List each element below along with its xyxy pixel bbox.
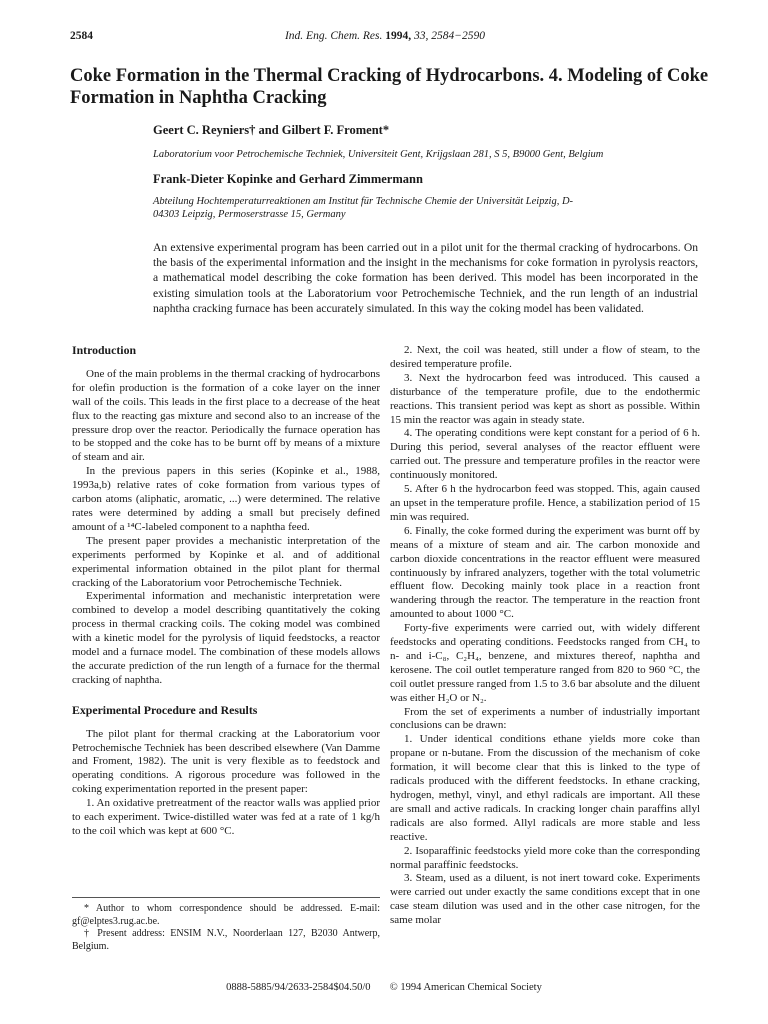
abstract: An extensive experimental program has been carried out in a pilot unit for the thermal cracking of hydrocarbons. On the basis of the experimental information and the insight in the mechanisms for coke formation in pyrolysis reactors, a mathematical model describing the coke formation has been derived. This model has been incorporated in the existing simulation tools at the Laboratorium voor Petrochemische Techniek, and the run length of an industrial naphtha cracking furnace has been accurately simulated. In this way the coking model has been validated.: [153, 241, 698, 315]
running-header: [70, 30, 700, 46]
footer-code: 0888-5885/94/2633-2584$04.50/0: [226, 982, 371, 993]
paragraph: 2. Isoparaffinic feedstocks yield more coke than the corresponding normal paraffinic feedstocks.: [390, 844, 700, 871]
paragraph: 3. Next the hydrocarbon feed was introduced. This caused a disturbance of the temperature profile, due to the endothermic reactions. This transient period was kept as short as possible. Within 15 min the reactor was again in steady state.: [390, 371, 700, 426]
footer-copyright: © 1994 American Chemical Society: [389, 982, 542, 993]
page-number: 2584: [70, 30, 93, 42]
right-column: [390, 344, 700, 928]
journal-volume-pages: 33, 2584−2590: [414, 30, 486, 42]
section-heading-experimental: Experimental Procedure and Results: [72, 702, 258, 717]
journal-citation: [70, 30, 700, 42]
footnote-present-address: † Present address: ENSIM N.V., Noorderlaan 127, B2030 Antwerp, Belgium.: [72, 928, 380, 952]
article-title: Coke Formation in the Thermal Cracking of Hydrocarbons. 4. Modeling of Coke Formation in Naphtha Cracking: [70, 66, 709, 108]
journal-year: 1994,: [385, 30, 412, 42]
paragraph: The pilot plant for thermal cracking at the Laboratorium voor Petrochemische Techniek has been described elsewhere (Van Damme and Froment, 1982). The unit is very flexible as to feedstock and operating conditions. A rigorous procedure was followed in the coking experimentation reported in the present paper:: [72, 727, 380, 796]
paragraph: 5. After 6 h the hydrocarbon feed was stopped. This, again caused an upset in the temperature profile. Hence, a stabilization period of 15 min was required.: [390, 483, 700, 523]
authors-line-1: Geert C. Reyniers† and Gilbert F. Froment*: [153, 123, 390, 137]
paragraph: The present paper provides a mechanistic interpretation of the experiments performed by Kopinke et al. and of additional experimental information obtained in the pilot plant for thermal cracking of the Laboratorium voor Petrochemische Techniek.: [72, 534, 380, 589]
paragraph: 1. Under identical conditions ethane yields more coke than propane or n-butane. From the discussion of the mechanism of coke formation, it will become clear that this is linked to the type of radicals produced with the different feedstocks. In ethane cracking, hydrogen, methyl, vinyl, and ethyl radicals are important. All these are small and active radicals. In cracking longer chain paraffins allyl radicals are also formed. Allyl radicals are more stable and less reactive.: [390, 733, 700, 843]
left-column: [72, 344, 380, 839]
paragraph: In the previous papers in this series (Kopinke et al., 1988, 1993a,b) relative rates of coke formation from various types of carbon atoms (aliphatic, aromatic, ...) were determined. The relative rates were determined by adding a small but precisely defined amount of a ¹⁴C-labeled component to a naphtha feed.: [72, 465, 380, 533]
paragraph: 4. The operating conditions were kept constant for a period of 6 h. During this period, several analyses of the reactor effluent were carried out. The pressure and temperature profiles in the reactor were continuously monitored.: [390, 427, 700, 482]
footnotes: [72, 897, 380, 953]
section-heading-introduction: Introduction: [72, 343, 137, 357]
paragraph: 3. Steam, used as a diluent, is not inert toward coke. Experiments were carried out under exactly the same conditions except that in one case steam dilution was used and in the other case nitrogen, for the same molar: [390, 872, 700, 927]
affiliation-1: Laboratorium voor Petrochemische Techniek, Universiteit Gent, Krijgslaan 281, S 5, B9000 Gent, Belgium: [153, 149, 604, 160]
footnote-correspondence: * Author to whom correspondence should be addressed. E-mail: gf@elptes3.rug.ac.be.: [72, 903, 380, 927]
paragraph: Experimental information and mechanistic interpretation were combined to develop a model describing quantitatively the coking process in thermal cracking coils. The coking model was combined with a kinetic model for the pyrolysis of liquid feedstocks, a reactor model and a furnace model. The combination of these models allows the accurate prediction of the run length of a furnace for the thermal cracking of naphtha.: [72, 590, 380, 686]
paragraph: From the set of experiments a number of industrially important conclusions can be drawn:: [390, 705, 700, 732]
affiliation-2: Abteilung Hochtemperaturreaktionen am Institut für Technische Chemie der Universität Leipzig, D-04303 Leipzig, Permoserstrasse 15, Germany: [153, 196, 574, 220]
paragraph: 6. Finally, the coke formed during the experiment was burnt off by means of a mixture of steam and air. The carbon monoxide and carbon dioxide concentrations in the reactor effluent were measured continuously by infrared analyzers, together with the total volumetric effluent flow. Decoking mainly took place in a reaction front wandering through the reactor. The temperature in the reaction front amounted to about 1000 °C.: [390, 524, 700, 621]
authors-line-2: Frank-Dieter Kopinke and Gerhard Zimmermann: [153, 172, 423, 186]
page-footer: [0, 982, 768, 993]
paragraph: Forty-five experiments were carried out, with widely different feedstocks and operating conditions. Feedstocks ranged from CH₄ to n- and i-C₈, C₂H₄, benzene, and mixtures thereof, naphtha and kerosene. The coil outlet temperature ranged from 820 to 960 °C, the coil outlet pressure ranged from 1.5 to 3.6 bar absolute and the diluent was either H₂O or N₂.: [390, 622, 700, 704]
paragraph: 1. An oxidative pretreatment of the reactor walls was applied prior to each experiment. Twice-distilled water was fed at a rate of 1 kg/h to the coil which was kept at 600 °C.: [72, 797, 380, 837]
journal-name: Ind. Eng. Chem. Res.: [284, 30, 383, 42]
paragraph: 2. Next, the coil was heated, still under a flow of steam, to the desired temperature profile.: [390, 344, 700, 370]
paragraph: One of the main problems in the thermal cracking of hydrocarbons for olefin production is the formation of a coke layer on the inner wall of the coils. This leads in the first place to a decrease of the heat flux to the reacting gas mixture and second also to an increase of the pressure drop over the reactor. Periodically the furnace operation has to be stopped and the coke has to be burnt off by means of a mixture of steam and air.: [72, 367, 380, 464]
